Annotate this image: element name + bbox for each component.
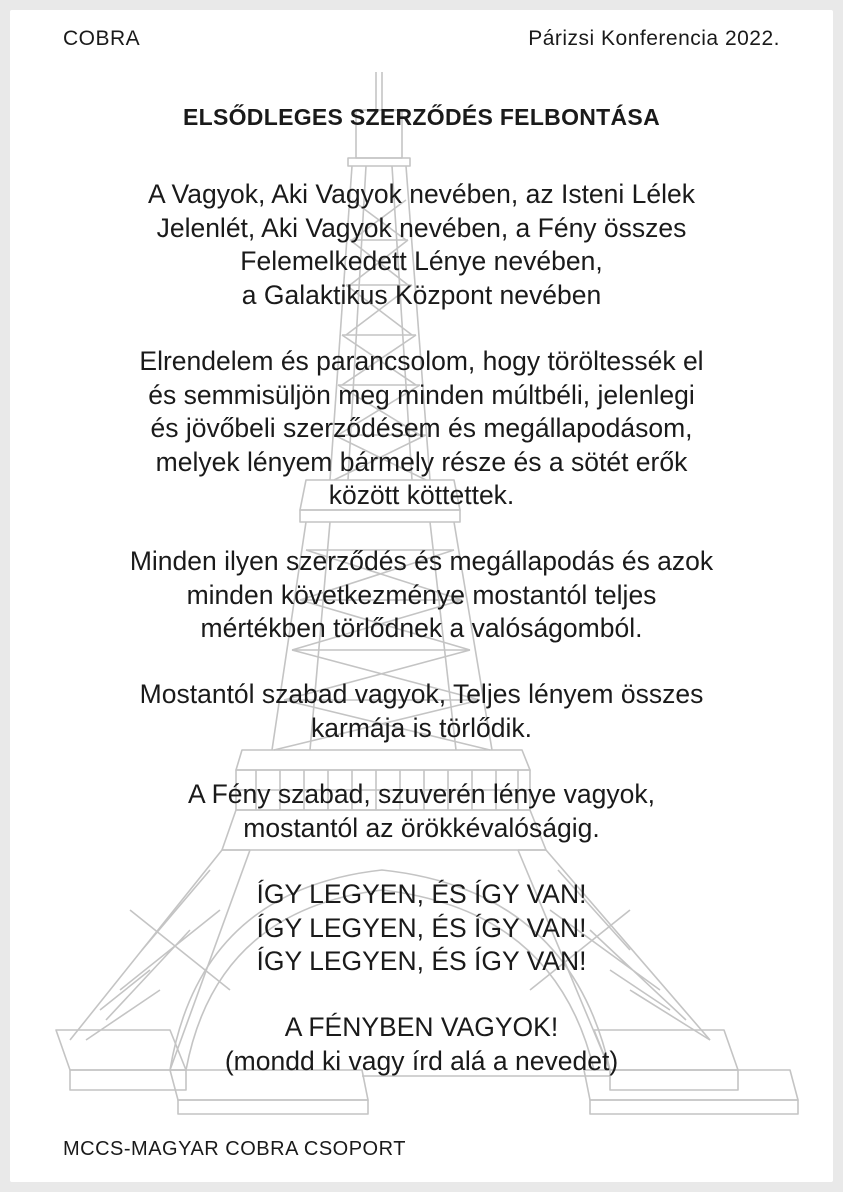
text-line: ÍGY LEGYEN, ÉS ÍGY VAN! — [256, 946, 587, 976]
paragraph-freedom — [10, 678, 833, 745]
paragraph-sovereign — [10, 778, 833, 845]
text-line: mostantól az örökkévalóságig. — [243, 812, 600, 843]
text-line: melyek lényem bármely része és a sötét erők — [155, 446, 688, 477]
text-line: Felemelkedett Lénye nevében, — [240, 246, 603, 276]
text-line: Jelenlét, Aki Vagyok nevében, a Fény összes — [156, 212, 687, 243]
footer-label: MCCS-MAGYAR COBRA CSOPORT — [63, 1138, 406, 1160]
text-line: A Vagyok, Aki Vagyok nevében, az Isteni Lélek — [147, 179, 696, 209]
text-line: (mondd ki vagy írd alá a nevedet) — [224, 1045, 619, 1076]
header-right-label: Párizsi Konferencia 2022. — [528, 27, 780, 50]
text-line: Mostantól szabad vagyok, Teljes lényem összes — [139, 679, 704, 709]
text-line: A FÉNYBEN VAGYOK! — [284, 1012, 559, 1042]
paragraph-decree — [10, 345, 833, 513]
paragraph-affirmation — [10, 878, 833, 979]
document-page — [10, 10, 833, 1182]
text-line: A Fény szabad, szuverén lénye vagyok, — [188, 779, 655, 809]
paragraph-consequences — [10, 545, 833, 646]
header-left-label: COBRA — [63, 27, 141, 50]
text-line: mértékben törlődnek a valóságomból. — [200, 613, 643, 643]
text-line: minden következménye mostantól teljes — [186, 579, 657, 610]
text-line: Elrendelem és parancsolom, hogy töröltessék el — [139, 346, 704, 376]
text-line: karmája is törlődik. — [311, 712, 532, 743]
text-line: és jövőbeli szerződésem és megállapodásom, — [150, 413, 693, 443]
paragraph-invocation — [10, 178, 833, 312]
text-line: között köttettek. — [328, 480, 515, 510]
text-line: Minden ilyen szerződés és megállapodás és azok — [129, 546, 714, 576]
paragraph-closing — [10, 1011, 833, 1078]
text-line: és semmisüljön meg minden múltbéli, jelenlegi — [148, 379, 695, 410]
text-line: ÍGY LEGYEN, ÉS ÍGY VAN! — [256, 912, 587, 943]
text-line: a Galaktikus Központ nevében — [241, 279, 602, 310]
text-line: ÍGY LEGYEN, ÉS ÍGY VAN! — [256, 879, 587, 909]
document-title: ELSŐDLEGES SZERZŐDÉS FELBONTÁSA — [182, 104, 660, 130]
